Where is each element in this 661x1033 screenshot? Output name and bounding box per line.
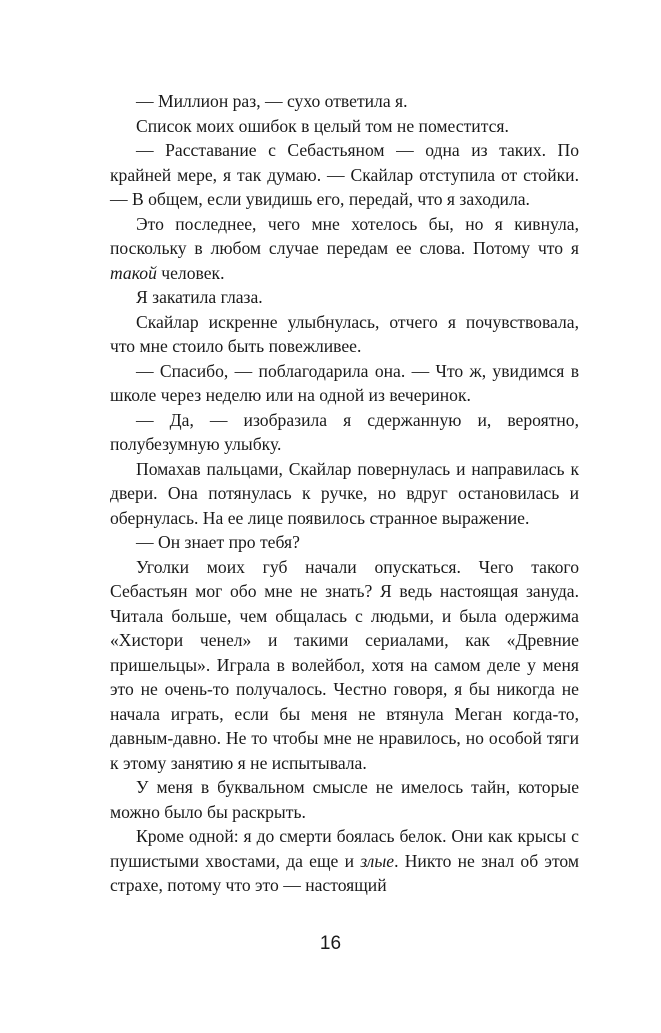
paragraph-text: — Миллион раз, — сухо ответила я. xyxy=(136,91,408,111)
paragraph-text: Список моих ошибок в целый том не поместится. xyxy=(136,115,509,136)
paragraph xyxy=(110,212,579,286)
paragraph-text: Я закатила глаза. xyxy=(136,287,263,307)
paragraph xyxy=(110,310,579,359)
paragraph-text: . Никто не знал об этом страхе, потому что это — настоящий xyxy=(110,850,579,895)
paragraph-text: — Расставание с Себастьяном — одна из таких. По крайней мере, я так думаю. — Скайлар отступила от стойки. — В общем, если увидишь его, передай, что я заходила. xyxy=(110,140,579,209)
paragraph-text: Помахав пальцами, Скайлар повернулась и направилась к двери. Она потянулась к ручке, но вдруг остановилась и обернулась. На ее лице появилось странное выражение. xyxy=(110,458,579,528)
paragraph xyxy=(110,457,579,531)
paragraph-text: Это последнее, чего мне хотелось бы, но я кивнула, поскольку в любом случае передам ее слова. Потому что я xyxy=(110,213,579,258)
paragraph-text: Скайлар искренне улыбнулась, отчего я почувствовала, что мне стоило быть повежливее. xyxy=(110,311,579,356)
paragraph xyxy=(110,285,579,310)
body-text xyxy=(110,89,579,898)
paragraph-text: — Он знает про тебя? xyxy=(136,532,300,552)
paragraph xyxy=(110,138,579,212)
paragraph xyxy=(110,555,579,776)
paragraph-text: У меня в буквальном смысле не имелось тайн, которые можно было бы раскрыть. xyxy=(110,777,579,822)
paragraph xyxy=(110,114,579,139)
paragraph xyxy=(110,408,579,457)
paragraph-text: — Да, — изобразила я сдержанную и, вероятно, полубезумную улыбку. xyxy=(110,409,579,454)
paragraph-text: — Спасибо, — поблагодарила она. — Что ж, увидимся в школе через неделю или на одной из вечеринок. xyxy=(110,360,579,405)
italic-emphasis: такой xyxy=(110,262,157,283)
paragraph xyxy=(110,89,579,114)
italic-emphasis: злые xyxy=(360,850,395,871)
page-number: 16 xyxy=(319,933,342,954)
paragraph-text: Уголки моих губ начали опускаться. Чего такого Себастьян мог обо мне не знать? Я ведь настоящая зануда. Читала больше, чем общалась с людьми, и была одержима «Хистори ченел» и такими сериалами, как «Древние пришельцы». Играла в волейбол, хотя на самом деле у меня это не очень-то получалось. Честно говоря, я бы никогда не начала играть, если бы меня не втянула Меган когда-то, давным-давно. Не то чтобы мне не нравилось, но особой тяги к этому занятию я не испытывала. xyxy=(110,556,579,773)
paragraph xyxy=(110,824,579,898)
paragraph xyxy=(110,530,579,555)
paragraph-text: человек. xyxy=(156,262,225,283)
paragraph-text: Кроме одной: я до смерти боялась белок. Они как крысы с пушистыми хвостами, да еще и xyxy=(110,826,579,871)
paragraph xyxy=(110,775,579,824)
paragraph xyxy=(110,359,579,408)
